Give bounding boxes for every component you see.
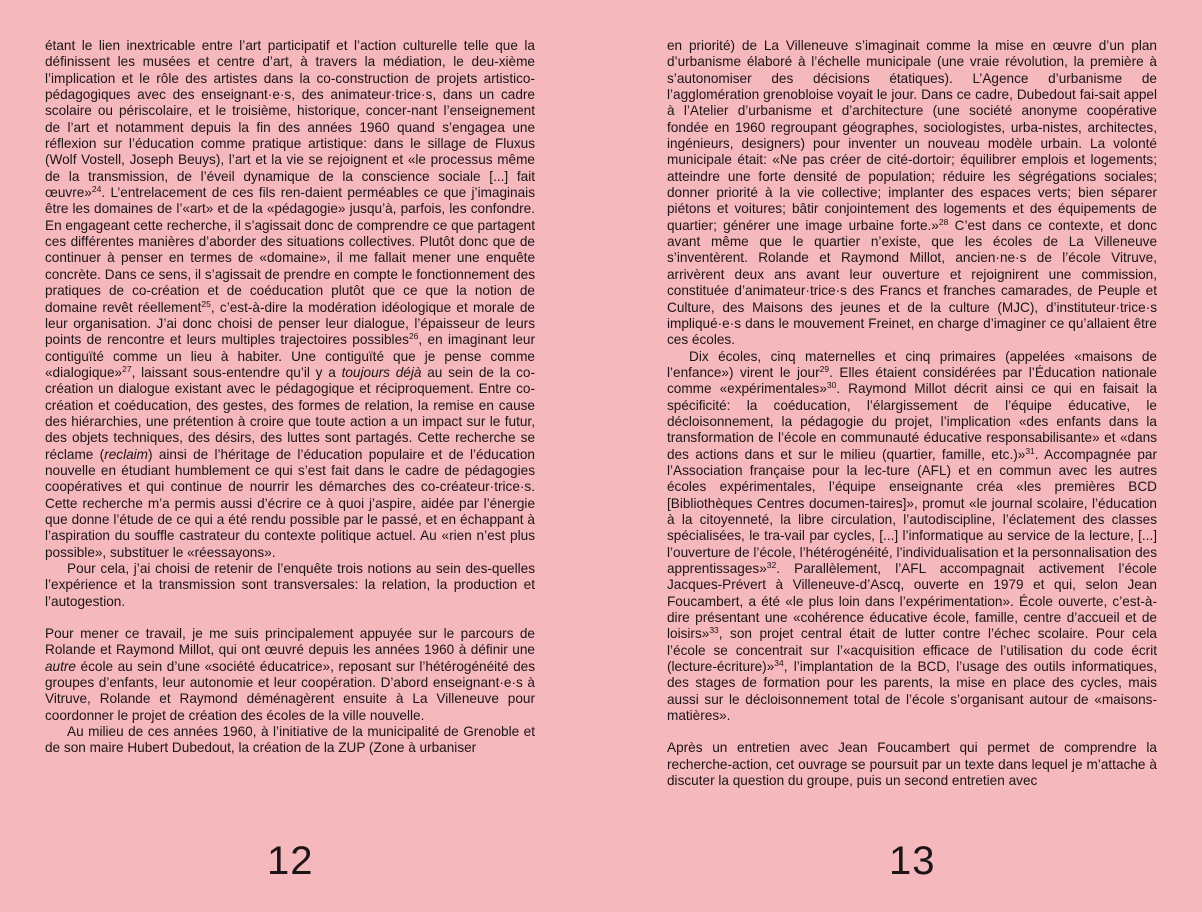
left-paragraph-3: Pour mener ce travail, je me suis principalement appuyée sur le parcours de Rolande et Raymond Millot, qui ont œuvré depuis les années 1960 à définir une autre école au sein d’une «société éducatrice», reposant sur l’hétérogénéité des groupes d’enfants, leur autonomie et leur coopération. D’abord enseignant·e·s à Vitruve, Rolande et Raymond déménagèrent ensuite à La Villeneuve pour coordonner le projet de création des écoles de la ville nouvelle. — [45, 626, 535, 723]
footnote-ref: 32 — [766, 560, 777, 570]
footnote-ref: 28 — [938, 216, 949, 227]
right-paragraph-3: Après un entretien avec Jean Foucambert qui permet de comprendre la recherche-action, cet ouvrage se poursuit par un texte dans lequel je m’attache à discuter la question du groupe, puis un second entretien avec — [667, 740, 1157, 789]
footnote-ref: 27 — [122, 363, 132, 374]
right-paragraph-1: en priorité) de La Villeneuve s’imaginait comme la mise en œuvre d’un plan d’urbanisme élaboré à l’échelle municipale (une vraie révolution, la première à s’autonomiser des décisions étatiques). L’Agence d’urbanisme de l’agglomération grenobloise voyait le jour. Dans ce cadre, Dubedout fai-sait appel à l’Atelier d’urbanisme et d’architecture (une société anonyme coopérative fondée en 1960 regroupant géographes, sociologistes, urba-nistes, architectes, ingénieurs, designers) pour inventer un nouveau modèle urbain. La volonté municipale était: «Ne pas créer de cité-dortoir; équilibrer emplois et logements; atteindre une forte densité de population; réduire les ségrégations sociales; donner priorité à la vie collective; implanter des espaces verts; bien séparer piétons et voitures; bâtir conjointement des logements et des équipements de quartier; générer une image urbaine forte.»$^{28}$ C’est dans ce contexte, et donc avant même que le quartier n’existe, que les écoles de La Villeneuve s’inventèrent. Rolande et Raymond Millot, ancien·ne·s de l’école Vitruve, arrivèrent deux ans avant leur ouverture et rejoignirent une commission, constituée d’animateur·trice·s des Francs et franches camarades, de Peuple et Culture, des Maisons des jeunes et de la culture (MJC), d’instituteur·trice·s impliqué·e·s dans le mouvement Freinet, en charge d’imaginer ce qu’allaient être ces écoles. — [667, 38, 1157, 348]
italic-text: toujours déjà — [341, 364, 422, 380]
footnote-ref: 34 — [774, 658, 784, 669]
footnote-ref: 25 — [201, 298, 211, 309]
footnote-ref: 33 — [709, 625, 719, 636]
footnote-ref: 24 — [91, 184, 102, 195]
right-page-body — [667, 38, 1157, 789]
left-paragraph-4: Au milieu de ces années 1960, à l’initiative de la municipalité de Grenoble et de son maire Hubert Dubedout, la création de la ZUP (Zone à urbaniser — [45, 724, 535, 756]
left-paragraph-1: étant le lien inextricable entre l’art participatif et l’action culturelle telle que la définissent les musées et centre d’art, à travers la médiation, le deu-xième l’implication et le rôle des artistes dans la co-construction de projets artistico-pédagogiques avec des enseignant·e·s, des animateur·trice·s, dans un cadre scolaire ou périscolaire, et le troisième, historique, concer-nant l’enseignement de l’art et notamment depuis la fin des années 1960 quand s’engagea une réflexion sur l’éducation comme pratique artistique: dans le sillage de Fluxus (Wolf Vostell, Joseph Beuys), l’art et la vie se rejoignent et «le processus même de la transmission, de l’éveil dynamique de la conscience sociale [...] fait œuvre»$^{24}$. L’entrelacement de ces fils ren-daient perméables ce que j’imaginais être les domaines de l’«art» et de la «pédagogie» jusqu’à, parfois, les confondre. En engageant cette recherche, il s’agissait donc de comprendre ce que partagent ces différentes manières d’aborder des situations collectives. Plutôt donc que de continuer à penser en termes de «domaine», il me fallait mener une enquête concrète. Dans ce sens, il s’agissait de prendre en compte le fonctionnement des pratiques de co-création et de coéducation plutôt que ce que la notion de domaine revêt réellement$^{25}$, c’est-à-dire la modération idéologique et morale de leur organisation. J’ai donc choisi de penser leur dialogue, l’épaisseur de leurs points de rencontre et leurs multiples trajectoires possibles$^{26}$, en imaginant leur contiguïté comme un lieu à habiter. Une contiguïté que je pense comme «dialogique»$^{27}$, laissant sous-entendre qu’il y a toujours déjà au sein de la co-création un dialogue existant avec le pédagogique et réciproquement. Entre co-création et coéducation, des gestes, des formes de relation, la remise en cause des hiérarchies, une prétention à croire que toute action a un impact sur le futur, des objets techniques, des désirs, des luttes sont partagés. Cette recherche se réclame (reclaim) ainsi de l’héritage de l’éducation populaire et de l’éducation nouvelle en étudiant humblement ce qui s’est fait dans le cadre de pédagogies coopératives et qui continue de nourrir les démarches des co-créateur·trice·s. Cette recherche m’a permis aussi d’écrire ce à quoi j’aspire, aidée par l’énergie que donne l’étude de ce qui a été rendu possible par le passé, et en échappant à l’aspiration du souffle castrateur du contexte politique actuel. Au «rien n’est plus possible», substituer le «réessayons». — [45, 38, 536, 560]
left-paragraph-2: Pour cela, j’ai choisi de retenir de l’enquête trois notions au sein des-quelles l’expérience et la transmission sont transversales: la relation, la production et l’autogestion. — [45, 561, 535, 609]
footnote-ref: 31 — [1025, 445, 1035, 456]
footnote-ref: 30 — [826, 380, 837, 391]
footnote-ref: 26 — [408, 331, 419, 342]
footnote-ref: 29 — [819, 363, 830, 374]
italic-text: autre — [45, 658, 76, 674]
italic-text: reclaim — [104, 446, 148, 462]
page-number-left: 12 — [267, 839, 314, 883]
right-paragraph-2: Dix écoles, cinq maternelles et cinq primaires (appelées «maisons de l’enfance») virent le jour$^{29}$. Elles étaient considérées par l’Éducation nationale comme «expérimentales»$^{30}$. Raymond Millot décrit ainsi ce qui en faisait la spécificité: la coéducation, l’élargissement de l’équipe éducative, le décloisonnement, la pédagogie du projet, l’implication «des enfants dans la transformation de l’école en communauté éducative responsabilisante» et «dans des actions dans et sur le milieu (quartier, famille, etc.)»$^{31}$. Accompagnée par l’Association française pour la lec-ture (AFL) et en commun avec les autres écoles expérimentales, l’équipe enseignante créa «les premières BCD [Bibliothèques Centres documen-taires]», promut «le journal scolaire, l’éducation à la citoyenneté, la libre circulation, l’autodiscipline, l’éclatement des classes spécialisées, le tra-vail par cycles, [...] l’informatique au service de la lecture, [...] l’ouverture de l’école, l’hétérogénéité, l’individualisation et la personnalisation des apprentissages»$^{32}$. Parallèlement, l’AFL accompagnait activement l’école Jacques-Prévert à Villeneuve-d’Ascq, ouverte en 1979 et qui, selon Jean Foucambert, a été «le plus loin dans l’expérimentation». École ouverte, c’est-à-dire présentant une «cohérence éducative école, famille, centre d’accueil et de loisirs»$^{33}$, son projet central était de lutter contre l’échec scolaire. Pour cela l’école se concentrait sur l’«acquisition efficace de l’utilisation du code écrit (lecture-écriture)»$^{34}$, l’implantation de la BCD, l’usage des outils informatiques, des stages de formation pour les parents, la mise en place des cycles, mais aussi sur le décloisonnement total de l’école s’organisant autour de «maisons-matières». — [667, 348, 1157, 724]
page-number-right: 13 — [889, 839, 936, 883]
left-page-body — [45, 38, 535, 757]
